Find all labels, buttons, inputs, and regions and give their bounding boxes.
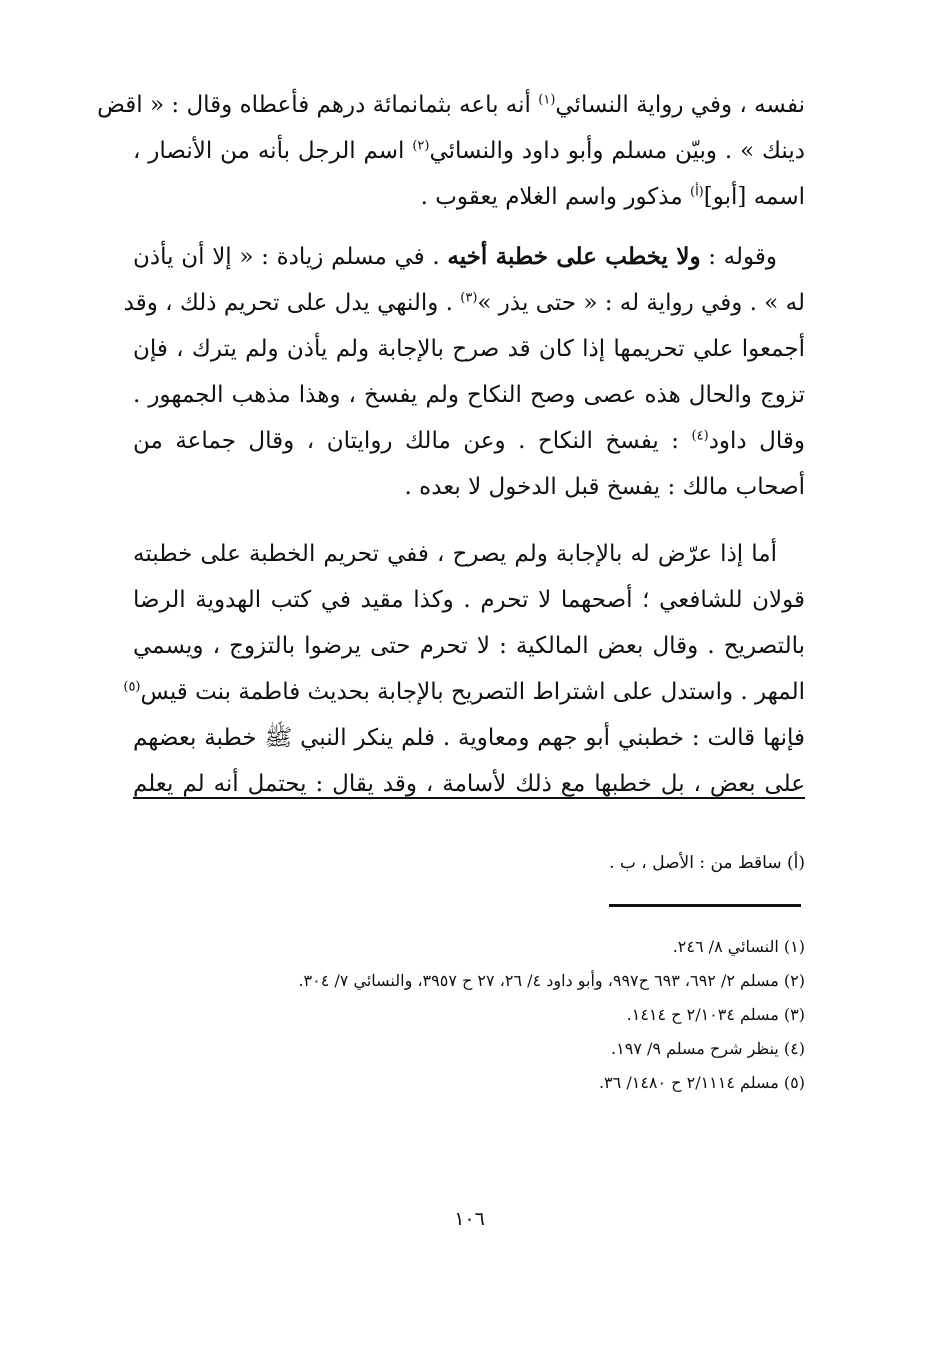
text-run: وقوله : [700, 244, 778, 270]
footnote-3: (٣) مسلم ٢/١٠٣٤ ح ١٤١٤. [626, 1005, 805, 1024]
text-run: وقال داود [708, 428, 806, 454]
page-number: ١٠٦ [454, 1208, 485, 1230]
line [123, 280, 805, 326]
paragraph-3 [123, 531, 805, 807]
line [133, 174, 805, 220]
letter-note [133, 850, 805, 876]
footnote-4: (٤) ينظر شرح مسلم ٩/ ١٩٧. [611, 1039, 805, 1058]
line [133, 128, 805, 174]
text-run: . في مسلم زيادة : « إلا أن يأذن [133, 244, 448, 270]
line [133, 234, 805, 280]
line: أصحاب مالك : يفسخ قبل الدخول لا بعده . [404, 474, 805, 500]
footnote-5: (٥) مسلم ٢/١١١٤ ح ١٤٨٠/ ٣٦. [598, 1073, 805, 1092]
paragraph-1 [97, 82, 805, 220]
line: أجمعوا علي تحريمها إذا كان قد صرح بالإجابة ولم يأذن ولم يترك ، فإن [133, 336, 805, 362]
footnote-ref[interactable]: (٤) [691, 428, 709, 444]
line: قولان للشافعي ؛ أصحهما لا تحرم . وكذا مقيد في كتب الهدوية الرضا [133, 587, 805, 613]
footnote-2: (٢) مسلم ٢/ ٦٩٢، ٦٩٣ ح٩٩٧، وأبو داود ٤/ ٢٦، ٢٧ ح ٣٩٥٧، والنسائي ٧/ ٣٠٤. [298, 971, 805, 990]
text-run: مذكور واسم الغلام يعقوب . [420, 184, 690, 210]
hadith-quote: ولا يخطب على خطبة أخيه [447, 243, 701, 270]
footnote-ref[interactable]: (٢) [412, 138, 430, 154]
line [133, 418, 805, 464]
text-run: اسمه [أبو] [703, 184, 805, 210]
line [97, 82, 805, 128]
letter-note-text: (أ) ساقط من : الأصل ، ب . [609, 853, 805, 873]
footnote-separator [609, 904, 801, 907]
line [123, 669, 805, 715]
footnote-ref[interactable]: (٣) [460, 290, 478, 306]
footnotes [133, 934, 805, 1096]
line: بالتصريح . وقال بعض المالكية : لا تحرم حتى يرضوا بالتزوج ، ويسمي [133, 633, 805, 659]
footnote-ref[interactable]: (أ) [690, 184, 704, 200]
footnote-1: (١) النسائي ٨/ ٢٤٦. [672, 937, 805, 956]
text-run: دينك » . وبيّن مسلم وأبو داود والنسائي [429, 138, 805, 164]
line: أما إذا عرّض له بالإجابة ولم يصرح ، ففي تحريم الخطبة على خطبته [133, 541, 777, 567]
line: فإنها قالت : خطبني أبو جهم ومعاوية . فلم ينكر النبي ﷺ خطبة بعضهم [133, 725, 805, 751]
footnote-ref[interactable]: (٥) [123, 679, 141, 695]
text-run: . والنهي يدل على تحريم ذلك ، وقد [123, 290, 461, 316]
footnote-ref[interactable]: (١) [538, 92, 556, 108]
line [133, 761, 805, 807]
text-run: نفسه ، وفي رواية النسائي [555, 92, 805, 118]
text-run: اسم الرجل بأنه من الأنصار ، [133, 138, 413, 164]
text-run: المهر . واستدل على اشتراط التصريح بالإجابة بحديث فاطمة بنت قيس [140, 679, 805, 705]
text-run: له » . وفي رواية له : « حتى يذر » [477, 290, 805, 316]
paragraph-2 [123, 234, 806, 510]
underlined-text: على بعض ، بل خطبها مع ذلك لأسامة ، وقد يقال : يحتمل أنه لم يعلم [133, 771, 805, 797]
text-run: أنه باعه بثمانمائة درهم فأعطاه وقال : « اقض [97, 92, 539, 118]
line: تزوج والحال هذه عصى وصح النكاح ولم يفسخ ، وهذا مذهب الجمهور . [133, 382, 805, 408]
text-run: : يفسخ النكاح . وعن مالك روايتان ، وقال جماعة من [133, 428, 692, 454]
